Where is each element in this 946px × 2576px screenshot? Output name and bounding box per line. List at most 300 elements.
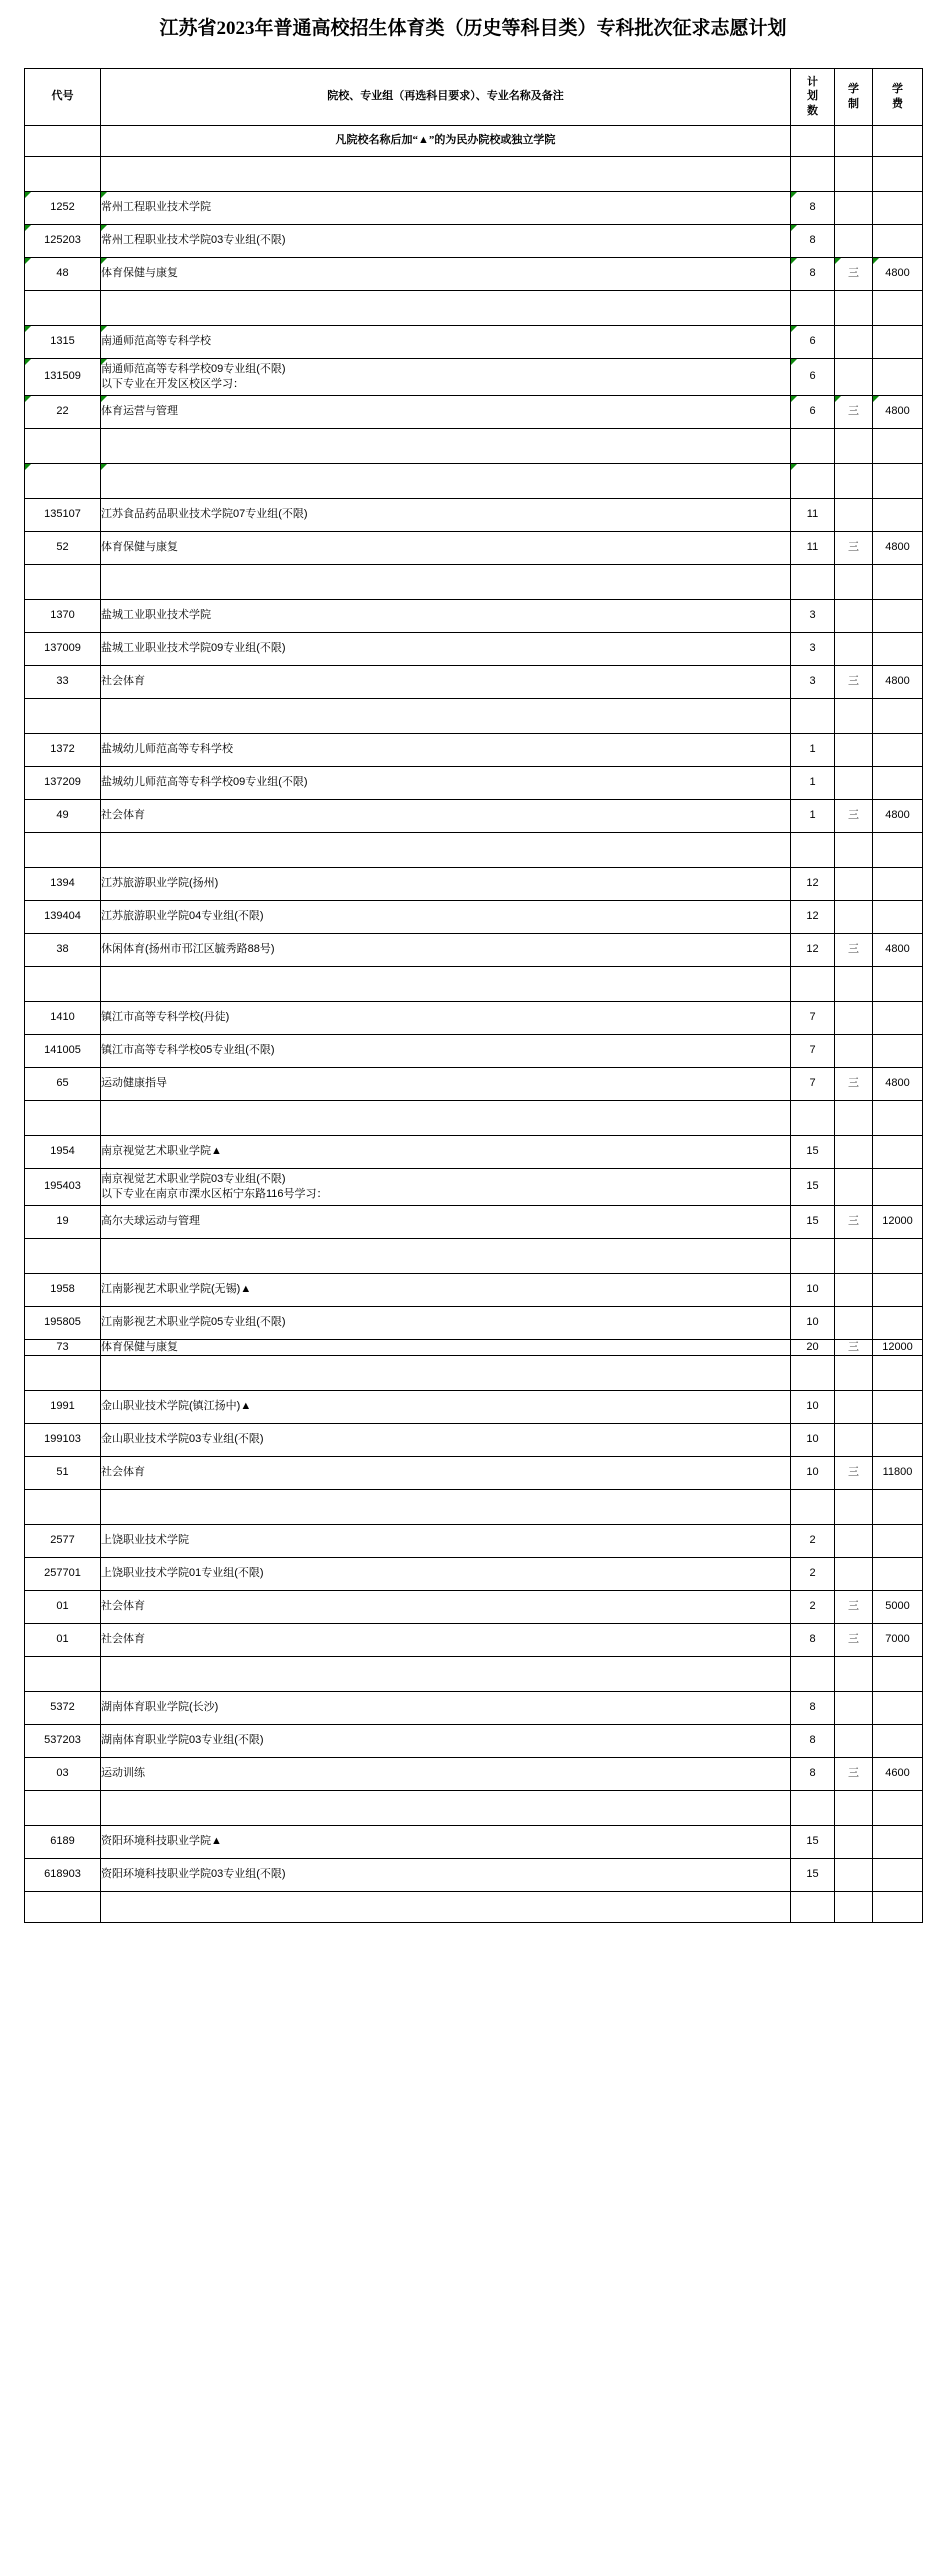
- cell-code: [25, 698, 101, 733]
- cell-code: 1315: [25, 325, 101, 358]
- cell-tuition-fee: [873, 832, 923, 867]
- table-row: [25, 1205, 923, 1238]
- cell-plan-count: [791, 564, 835, 599]
- column-header-plan: [791, 68, 835, 125]
- cell-tuition-fee: [873, 733, 923, 766]
- cell-study-length: 三: [835, 1590, 873, 1623]
- cell-tuition-fee: 4800: [873, 933, 923, 966]
- cell-study-length: 三: [835, 933, 873, 966]
- table-row: [25, 966, 923, 1001]
- cell-name: [101, 1355, 791, 1390]
- cell-study-length: 三: [835, 1757, 873, 1790]
- page-title: 江苏省2023年普通高校招生体育类（历史等科目类）专科批次征求志愿计划: [159, 18, 787, 39]
- cell-name: 资阳环境科技职业学院▲: [101, 1825, 791, 1858]
- table-row: [25, 224, 923, 257]
- cell-tuition-fee: [873, 1489, 923, 1524]
- cell-plan-count: 2: [791, 1590, 835, 1623]
- table-row: [25, 900, 923, 933]
- cell-code: [25, 1891, 101, 1922]
- cell-code: 38: [25, 933, 101, 966]
- cell-name: [101, 698, 791, 733]
- table-row: [25, 257, 923, 290]
- cell-plan-count: [791, 463, 835, 498]
- cell-name: [101, 564, 791, 599]
- table-row: [25, 1557, 923, 1590]
- cell-plan-count: 10: [791, 1390, 835, 1423]
- notice-length-cell: [835, 125, 873, 156]
- cell-study-length: [835, 1034, 873, 1067]
- cell-study-length: 三: [835, 395, 873, 428]
- cell-tuition-fee: [873, 498, 923, 531]
- cell-code: 537203: [25, 1724, 101, 1757]
- cell-code: [25, 832, 101, 867]
- cell-code: 1394: [25, 867, 101, 900]
- cell-code: 1958: [25, 1273, 101, 1306]
- cell-tuition-fee: [873, 1273, 923, 1306]
- cell-tuition-fee: 4800: [873, 531, 923, 564]
- table-row: [25, 358, 923, 395]
- cell-name: 金山职业技术学院(镇江扬中)▲: [101, 1390, 791, 1423]
- cell-name: [101, 428, 791, 463]
- group-name-line-2: 以下专业在南京市溧水区柘宁东路116号学习：: [101, 1187, 328, 1200]
- notice-plan-cell: [791, 125, 835, 156]
- cell-code: [25, 1238, 101, 1273]
- cell-plan-count: 10: [791, 1273, 835, 1306]
- cell-tuition-fee: [873, 224, 923, 257]
- cell-name: [101, 1168, 791, 1205]
- cell-study-length: [835, 1557, 873, 1590]
- table-row: [25, 325, 923, 358]
- cell-tuition-fee: [873, 766, 923, 799]
- cell-name: 休闲体育(扬州市邗江区毓秀路88号): [101, 933, 791, 966]
- cell-study-length: [835, 1001, 873, 1034]
- table-row: [25, 766, 923, 799]
- cell-code: 73: [25, 1339, 101, 1355]
- cell-code: 141005: [25, 1034, 101, 1067]
- cell-tuition-fee: 12000: [873, 1339, 923, 1355]
- cell-plan-count: 8: [791, 1724, 835, 1757]
- cell-plan-count: 12: [791, 867, 835, 900]
- cell-name: 镇江市高等专科学校05专业组(不限): [101, 1034, 791, 1067]
- cell-name: 常州工程职业技术学院03专业组(不限): [101, 224, 791, 257]
- cell-name: 资阳环境科技职业学院03专业组(不限): [101, 1858, 791, 1891]
- cell-study-length: [835, 1273, 873, 1306]
- cell-name: 盐城幼儿师范高等专科学校: [101, 733, 791, 766]
- cell-name: [101, 1100, 791, 1135]
- cell-study-length: [835, 1238, 873, 1273]
- cell-code: 137209: [25, 766, 101, 799]
- cell-plan-count: 10: [791, 1423, 835, 1456]
- table-row: [25, 1691, 923, 1724]
- table-row: [25, 1858, 923, 1891]
- cell-name: 南京视觉艺术职业学院▲: [101, 1135, 791, 1168]
- cell-tuition-fee: [873, 290, 923, 325]
- column-header-name: 院校、专业组（再选科目要求）、专业名称及备注: [101, 68, 791, 125]
- cell-name: 盐城工业职业技术学院: [101, 599, 791, 632]
- table-row: [25, 799, 923, 832]
- cell-tuition-fee: [873, 564, 923, 599]
- cell-plan-count: 11: [791, 531, 835, 564]
- cell-tuition-fee: [873, 1001, 923, 1034]
- table-row: [25, 1067, 923, 1100]
- cell-study-length: [835, 1691, 873, 1724]
- table-row: [25, 1168, 923, 1205]
- cell-plan-count: 15: [791, 1825, 835, 1858]
- cell-tuition-fee: [873, 966, 923, 1001]
- cell-plan-count: [791, 966, 835, 1001]
- notice-code-cell: [25, 125, 101, 156]
- table-row: [25, 1891, 923, 1922]
- table-row: [25, 1489, 923, 1524]
- cell-name: 高尔夫球运动与管理: [101, 1205, 791, 1238]
- cell-plan-count: 15: [791, 1135, 835, 1168]
- cell-name: 盐城幼儿师范高等专科学校09专业组(不限): [101, 766, 791, 799]
- cell-code: 1991: [25, 1390, 101, 1423]
- cell-tuition-fee: 4800: [873, 799, 923, 832]
- table-row: [25, 1001, 923, 1034]
- cell-study-length: [835, 1168, 873, 1205]
- cell-code: 195805: [25, 1306, 101, 1339]
- notice-fee-cell: [873, 125, 923, 156]
- cell-plan-count: 15: [791, 1205, 835, 1238]
- cell-study-length: [835, 733, 873, 766]
- cell-code: 03: [25, 1757, 101, 1790]
- cell-name: 体育保健与康复: [101, 257, 791, 290]
- cell-study-length: [835, 900, 873, 933]
- group-name-line-1: 南通师范高等专科学校09专业组(不限): [101, 362, 286, 375]
- cell-study-length: [835, 1135, 873, 1168]
- cell-name: [101, 966, 791, 1001]
- column-header-length-char-1: 学: [848, 82, 859, 95]
- cell-plan-count: 2: [791, 1524, 835, 1557]
- cell-plan-count: 8: [791, 1691, 835, 1724]
- cell-code: [25, 1100, 101, 1135]
- cell-tuition-fee: [873, 1825, 923, 1858]
- cell-name: 社会体育: [101, 1590, 791, 1623]
- cell-name: 社会体育: [101, 799, 791, 832]
- cell-plan-count: 11: [791, 498, 835, 531]
- cell-study-length: [835, 1489, 873, 1524]
- cell-name: 体育运营与管理: [101, 395, 791, 428]
- cell-study-length: [835, 358, 873, 395]
- cell-name: 运动健康指导: [101, 1067, 791, 1100]
- cell-code: 1954: [25, 1135, 101, 1168]
- cell-code: [25, 463, 101, 498]
- cell-tuition-fee: [873, 1390, 923, 1423]
- cell-tuition-fee: 4800: [873, 1067, 923, 1100]
- cell-tuition-fee: [873, 191, 923, 224]
- column-header-length: [835, 68, 873, 125]
- cell-study-length: [835, 599, 873, 632]
- cell-plan-count: [791, 832, 835, 867]
- cell-plan-count: [791, 428, 835, 463]
- table-row: [25, 1590, 923, 1623]
- cell-name: 金山职业技术学院03专业组(不限): [101, 1423, 791, 1456]
- cell-tuition-fee: [873, 325, 923, 358]
- cell-tuition-fee: [873, 1524, 923, 1557]
- cell-code: 1372: [25, 733, 101, 766]
- cell-tuition-fee: [873, 428, 923, 463]
- cell-plan-count: 12: [791, 933, 835, 966]
- cell-plan-count: 6: [791, 325, 835, 358]
- cell-plan-count: 3: [791, 632, 835, 665]
- cell-study-length: [835, 1100, 873, 1135]
- cell-tuition-fee: [873, 1891, 923, 1922]
- cell-study-length: [835, 325, 873, 358]
- cell-code: 1410: [25, 1001, 101, 1034]
- column-header-plan-char-3: 数: [807, 105, 818, 118]
- cell-tuition-fee: [873, 698, 923, 733]
- table-row: [25, 1757, 923, 1790]
- cell-name: 江南影视艺术职业学院(无锡)▲: [101, 1273, 791, 1306]
- cell-plan-count: [791, 156, 835, 191]
- cell-study-length: [835, 832, 873, 867]
- table-head: [25, 68, 923, 156]
- group-name-line-2: 以下专业在开发区校区学习：: [101, 377, 244, 390]
- column-header-fee-char-1: 学: [892, 82, 903, 95]
- cell-tuition-fee: [873, 1306, 923, 1339]
- cell-study-length: [835, 1825, 873, 1858]
- table-row: [25, 395, 923, 428]
- cell-study-length: [835, 1656, 873, 1691]
- table-row: [25, 1423, 923, 1456]
- table-row: [25, 1034, 923, 1067]
- cell-study-length: [835, 290, 873, 325]
- cell-tuition-fee: [873, 1858, 923, 1891]
- cell-name: 常州工程职业技术学院: [101, 191, 791, 224]
- cell-plan-count: 20: [791, 1339, 835, 1355]
- cell-code: 48: [25, 257, 101, 290]
- column-header-plan-char-1: 计: [807, 75, 818, 88]
- column-header-fee-char-2: 费: [892, 97, 903, 110]
- cell-tuition-fee: [873, 1135, 923, 1168]
- cell-study-length: 三: [835, 1456, 873, 1489]
- table-row: [25, 564, 923, 599]
- cell-code: 199103: [25, 1423, 101, 1456]
- cell-name: 南通师范高等专科学校: [101, 325, 791, 358]
- cell-study-length: [835, 428, 873, 463]
- cell-code: [25, 564, 101, 599]
- cell-code: 2577: [25, 1524, 101, 1557]
- cell-tuition-fee: 5000: [873, 1590, 923, 1623]
- cell-study-length: [835, 766, 873, 799]
- cell-name: 社会体育: [101, 1623, 791, 1656]
- cell-code: 135107: [25, 498, 101, 531]
- cell-plan-count: [791, 1790, 835, 1825]
- cell-plan-count: 15: [791, 1168, 835, 1205]
- cell-tuition-fee: 4600: [873, 1757, 923, 1790]
- cell-study-length: 三: [835, 665, 873, 698]
- table-row: [25, 1825, 923, 1858]
- cell-tuition-fee: [873, 1423, 923, 1456]
- cell-code: 65: [25, 1067, 101, 1100]
- cell-plan-count: 12: [791, 900, 835, 933]
- cell-study-length: [835, 564, 873, 599]
- cell-name: 江苏旅游职业学院04专业组(不限): [101, 900, 791, 933]
- cell-study-length: [835, 1423, 873, 1456]
- cell-plan-count: 15: [791, 1858, 835, 1891]
- cell-tuition-fee: 4800: [873, 257, 923, 290]
- cell-tuition-fee: 7000: [873, 1623, 923, 1656]
- cell-code: 6189: [25, 1825, 101, 1858]
- cell-name: 湖南体育职业学院03专业组(不限): [101, 1724, 791, 1757]
- cell-name: 上饶职业技术学院01专业组(不限): [101, 1557, 791, 1590]
- cell-code: 01: [25, 1590, 101, 1623]
- cell-study-length: 三: [835, 1205, 873, 1238]
- table-row: [25, 191, 923, 224]
- cell-tuition-fee: [873, 1355, 923, 1390]
- cell-study-length: [835, 966, 873, 1001]
- cell-tuition-fee: 4800: [873, 665, 923, 698]
- cell-study-length: [835, 867, 873, 900]
- cell-study-length: [835, 1724, 873, 1757]
- cell-plan-count: 8: [791, 1757, 835, 1790]
- table-row: [25, 428, 923, 463]
- cell-tuition-fee: [873, 1238, 923, 1273]
- cell-plan-count: 8: [791, 191, 835, 224]
- table-row: [25, 867, 923, 900]
- table-row: [25, 1724, 923, 1757]
- cell-tuition-fee: [873, 1724, 923, 1757]
- cell-code: 257701: [25, 1557, 101, 1590]
- table-row: [25, 156, 923, 191]
- cell-name: [101, 832, 791, 867]
- cell-study-length: [835, 224, 873, 257]
- cell-study-length: 三: [835, 1623, 873, 1656]
- cell-code: 131509: [25, 358, 101, 395]
- cell-tuition-fee: [873, 358, 923, 395]
- cell-name: [101, 156, 791, 191]
- cell-tuition-fee: [873, 1656, 923, 1691]
- cell-tuition-fee: 12000: [873, 1205, 923, 1238]
- cell-code: 195403: [25, 1168, 101, 1205]
- cell-plan-count: 1: [791, 766, 835, 799]
- cell-name: 江南影视艺术职业学院05专业组(不限): [101, 1306, 791, 1339]
- cell-code: 5372: [25, 1691, 101, 1724]
- cell-code: 49: [25, 799, 101, 832]
- table-row: [25, 1390, 923, 1423]
- cell-tuition-fee: [873, 156, 923, 191]
- cell-code: 139404: [25, 900, 101, 933]
- table-row: [25, 290, 923, 325]
- cell-study-length: [835, 1355, 873, 1390]
- cell-code: [25, 1656, 101, 1691]
- cell-study-length: [835, 498, 873, 531]
- cell-name: 上饶职业技术学院: [101, 1524, 791, 1557]
- cell-study-length: [835, 1390, 873, 1423]
- cell-study-length: 三: [835, 1067, 873, 1100]
- cell-code: 125203: [25, 224, 101, 257]
- cell-name: 盐城工业职业技术学院09专业组(不限): [101, 632, 791, 665]
- cell-tuition-fee: [873, 900, 923, 933]
- cell-code: 1370: [25, 599, 101, 632]
- table-row: [25, 1656, 923, 1691]
- cell-study-length: [835, 1790, 873, 1825]
- cell-plan-count: 7: [791, 1067, 835, 1100]
- cell-tuition-fee: [873, 1034, 923, 1067]
- table-row: [25, 733, 923, 766]
- table-row: [25, 632, 923, 665]
- cell-study-length: [835, 156, 873, 191]
- plan-table: [24, 68, 923, 1923]
- table-row: [25, 832, 923, 867]
- table-row: [25, 1790, 923, 1825]
- cell-code: [25, 290, 101, 325]
- cell-code: 52: [25, 531, 101, 564]
- cell-plan-count: [791, 1656, 835, 1691]
- cell-code: 51: [25, 1456, 101, 1489]
- cell-name: [101, 1238, 791, 1273]
- cell-tuition-fee: 11800: [873, 1456, 923, 1489]
- cell-tuition-fee: [873, 867, 923, 900]
- cell-code: [25, 966, 101, 1001]
- cell-code: 618903: [25, 1858, 101, 1891]
- table-row: [25, 933, 923, 966]
- table-row: [25, 1524, 923, 1557]
- cell-plan-count: 6: [791, 395, 835, 428]
- notice-row: [25, 125, 923, 156]
- cell-plan-count: [791, 1100, 835, 1135]
- cell-plan-count: 7: [791, 1001, 835, 1034]
- cell-study-length: [835, 191, 873, 224]
- cell-name: [101, 1891, 791, 1922]
- cell-plan-count: [791, 290, 835, 325]
- cell-study-length: 三: [835, 1339, 873, 1355]
- cell-name: [101, 1656, 791, 1691]
- cell-code: 33: [25, 665, 101, 698]
- cell-code: [25, 1489, 101, 1524]
- cell-code: [25, 428, 101, 463]
- cell-tuition-fee: [873, 599, 923, 632]
- table-row: [25, 498, 923, 531]
- cell-name: 湖南体育职业学院(长沙): [101, 1691, 791, 1724]
- cell-tuition-fee: [873, 1557, 923, 1590]
- cell-name: [101, 1489, 791, 1524]
- cell-name: [101, 290, 791, 325]
- cell-code: 137009: [25, 632, 101, 665]
- cell-name: [101, 1790, 791, 1825]
- cell-plan-count: 2: [791, 1557, 835, 1590]
- table-row: [25, 1339, 923, 1355]
- cell-plan-count: 8: [791, 1623, 835, 1656]
- cell-plan-count: 10: [791, 1456, 835, 1489]
- cell-study-length: [835, 1858, 873, 1891]
- table-row: [25, 698, 923, 733]
- cell-plan-count: 10: [791, 1306, 835, 1339]
- cell-code: [25, 1790, 101, 1825]
- cell-tuition-fee: [873, 1100, 923, 1135]
- table-row: [25, 1135, 923, 1168]
- cell-tuition-fee: 4800: [873, 395, 923, 428]
- table-row: [25, 531, 923, 564]
- cell-study-length: 三: [835, 531, 873, 564]
- cell-name: 镇江市高等专科学校(丹徒): [101, 1001, 791, 1034]
- table-row: [25, 1306, 923, 1339]
- cell-plan-count: [791, 1489, 835, 1524]
- cell-plan-count: 7: [791, 1034, 835, 1067]
- cell-plan-count: [791, 698, 835, 733]
- cell-code: 1252: [25, 191, 101, 224]
- cell-plan-count: 6: [791, 358, 835, 395]
- cell-name: 社会体育: [101, 1456, 791, 1489]
- cell-study-length: 三: [835, 257, 873, 290]
- table-row: [25, 665, 923, 698]
- column-header-fee: [873, 68, 923, 125]
- column-header-plan-char-2: 划: [807, 90, 818, 103]
- cell-name: 江苏旅游职业学院(扬州): [101, 867, 791, 900]
- table-row: [25, 1623, 923, 1656]
- cell-name: 体育保健与康复: [101, 1339, 791, 1355]
